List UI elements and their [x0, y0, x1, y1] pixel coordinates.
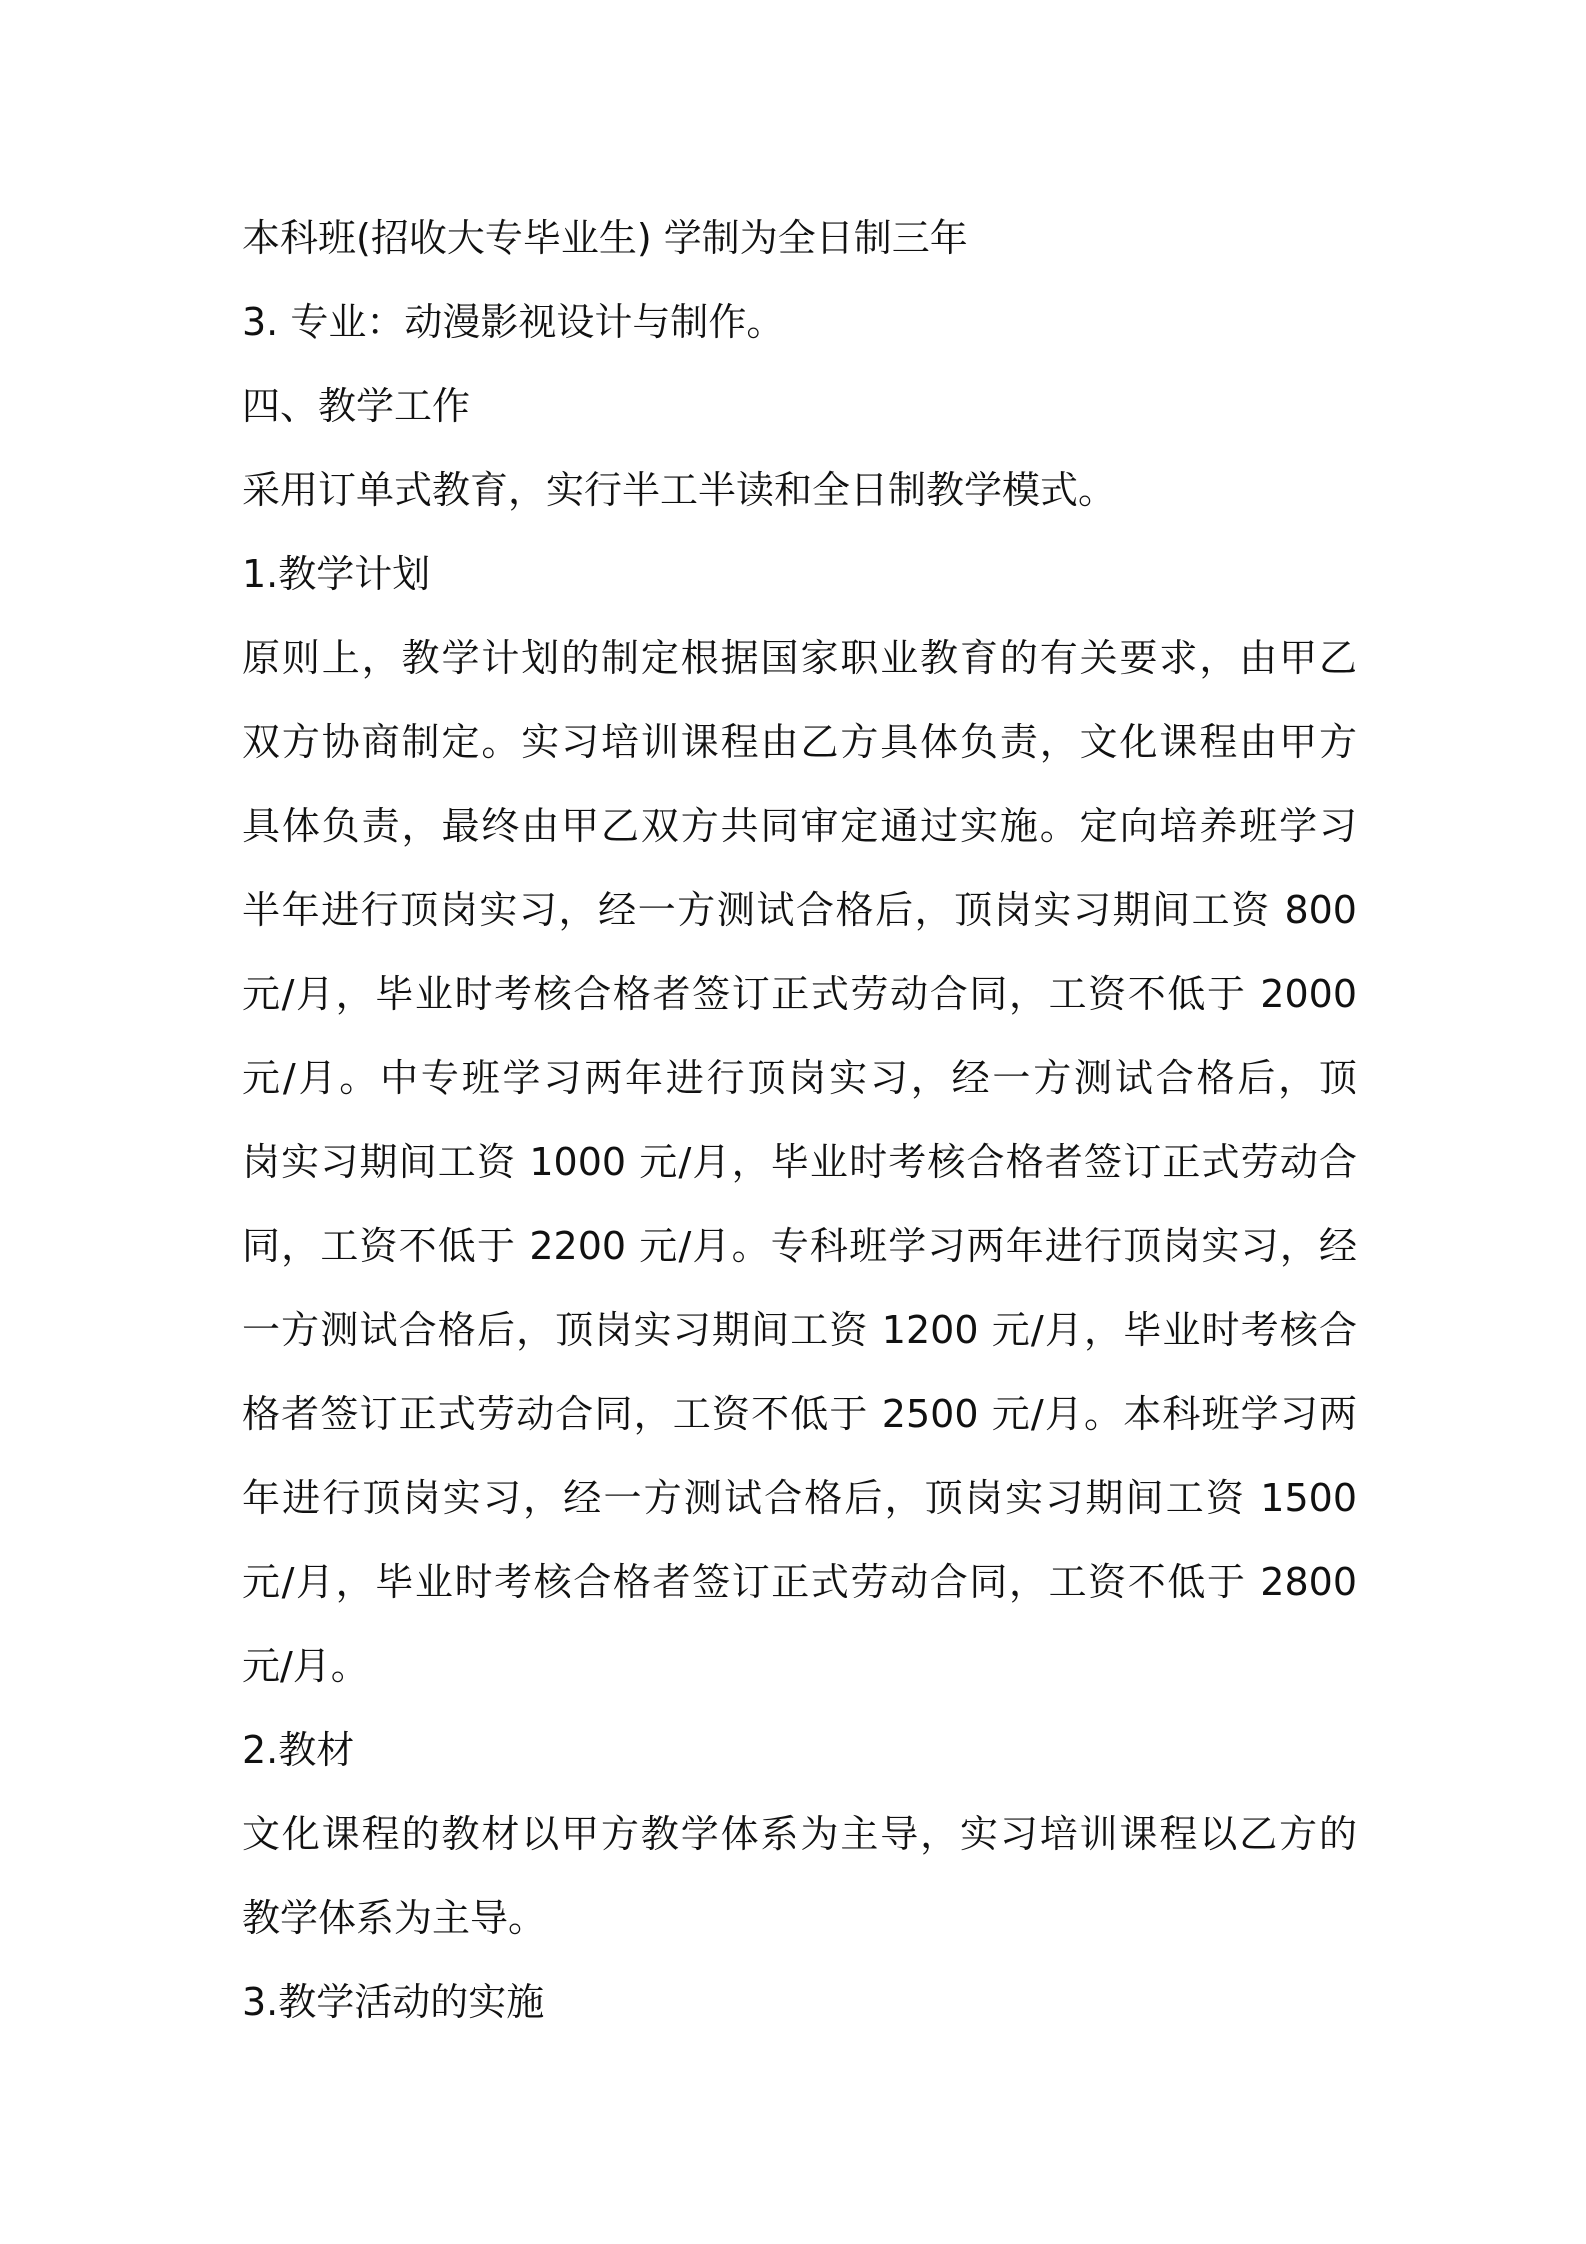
subheading-textbooks: 2.教材	[242, 1728, 355, 1772]
paragraph-line-last: 教学体系为主导。	[242, 1896, 547, 1940]
paragraph-line: 格者签订正式劳动合同，工资不低于 2500 元/月。本科班学习两	[242, 1392, 1357, 1436]
text-line-major: 3. 专业：动漫影视设计与制作。	[242, 300, 785, 344]
text-line-education-mode: 采用订单式教育，实行半工半读和全日制教学模式。	[242, 468, 1117, 512]
paragraph-line: 文化课程的教材以甲方教学体系为主导，实习培训课程以乙方的	[242, 1812, 1357, 1856]
section-heading-teaching-work: 四、教学工作	[242, 384, 471, 428]
subheading-teaching-plan: 1.教学计划	[242, 552, 431, 596]
paragraph-line: 岗实习期间工资 1000 元/月，毕业时考核合格者签订正式劳动合	[242, 1140, 1357, 1184]
paragraph-line: 元/月，毕业时考核合格者签订正式劳动合同，工资不低于 2800	[242, 1560, 1357, 1604]
paragraph-line: 双方协商制定。实习培训课程由乙方具体负责，文化课程由甲方	[242, 720, 1357, 764]
paragraph-line: 元/月。中专班学习两年进行顶岗实习，经一方测试合格后，顶	[242, 1056, 1357, 1100]
paragraph-line: 具体负责，最终由甲乙双方共同审定通过实施。定向培养班学习	[242, 804, 1357, 848]
text-line-enrollment-bachelor: 本科班(招收大专毕业生) 学制为全日制三年	[242, 216, 968, 260]
paragraph-line-last: 元/月。	[242, 1644, 369, 1688]
paragraph-line: 元/月，毕业时考核合格者签订正式劳动合同，工资不低于 2000	[242, 972, 1357, 1016]
subheading-teaching-activities: 3.教学活动的实施	[242, 1980, 545, 2024]
paragraph-line: 年进行顶岗实习，经一方测试合格后，顶岗实习期间工资 1500	[242, 1476, 1357, 1520]
paragraph-line: 同，工资不低于 2200 元/月。专科班学习两年进行顶岗实习，经	[242, 1224, 1357, 1268]
document-page	[242, 196, 1357, 2044]
paragraph-line: 半年进行顶岗实习，经一方测试合格后，顶岗实习期间工资 800	[242, 888, 1357, 932]
paragraph-line: 一方测试合格后，顶岗实习期间工资 1200 元/月，毕业时考核合	[242, 1308, 1357, 1352]
paragraph-line: 原则上，教学计划的制定根据国家职业教育的有关要求，由甲乙	[242, 636, 1357, 680]
